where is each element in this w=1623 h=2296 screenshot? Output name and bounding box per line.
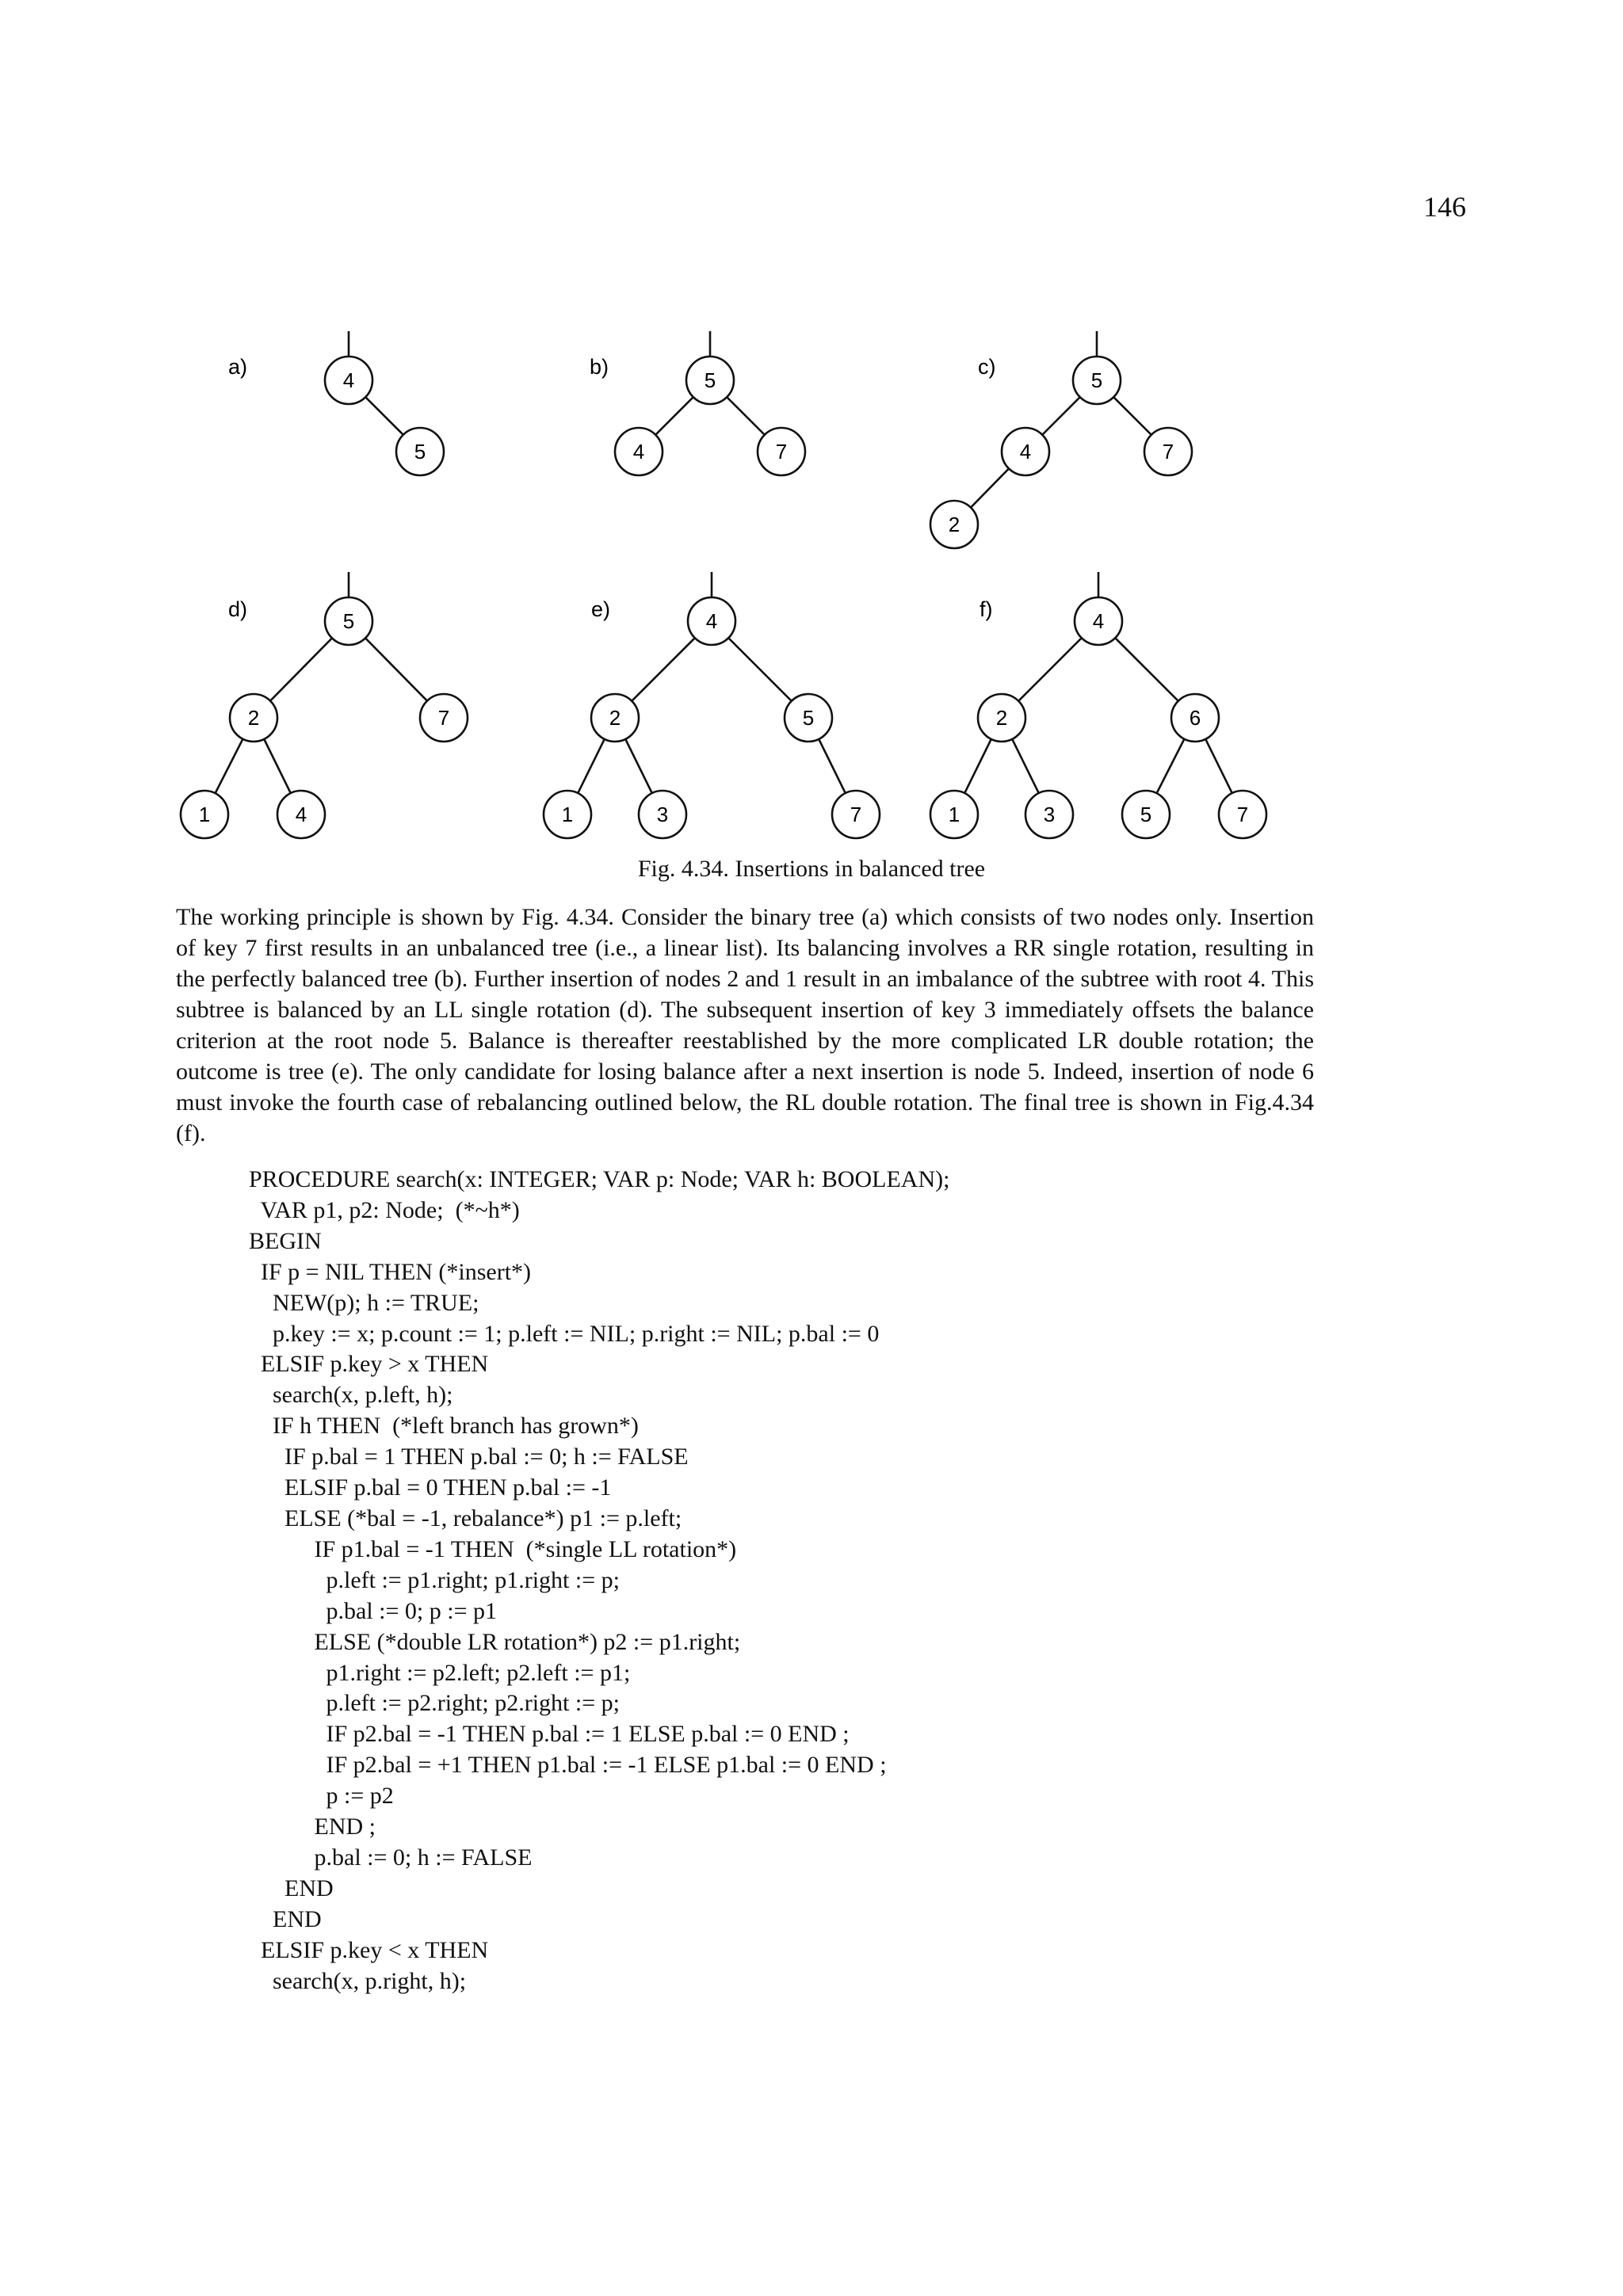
node-key: 5 — [802, 706, 815, 730]
tree-node — [1002, 428, 1049, 475]
node-key: 4 — [342, 368, 355, 392]
tree-node — [325, 357, 372, 404]
tree-panel-a — [228, 331, 444, 475]
tree-node — [420, 694, 468, 742]
node-key: 7 — [775, 440, 788, 463]
tree-panel-c — [930, 331, 1192, 548]
code-listing: PROCEDURE search(x: INTEGER; VAR p: Node; VAR h: BOOLEAN); VAR p1, p2: Node; (*~h*) BEGIN IF p = NIL THEN (*insert*) NEW(p); h := TRUE; p.key := x; p.count := 1; p.left := NIL; p.right := NIL; p.bal := 0 ELSIF p.key > x THEN search(x, p.left, h); IF h THEN (*left branch has grown*) IF p.bal = 1 THEN p.bal := 0; h := FALSE ELSIF p.bal = 0 THEN p.bal := -1 ELSE (*bal = -1, rebalance*) p1 := p.left; IF p1.bal = -1 THEN (*single LL rotation*) p.left := p1.right; p1.right := p; p.bal := 0; p := p1 ELSE (*double LR rotation*) p2 := p1.right; p1.right := p2.left; p2.left := p1; p.left := p2.right; p2.right := p; IF p2.bal = -1 THEN p.bal := 1 ELSE p.bal := 0 END ; IF p2.bal = +1 THEN p1.bal := -1 ELSE p1.bal := 0 END ; p := p2 END ; p.bal := 0; h := FALSE END END ELSIF p.key < x THEN search(x, p.right, h); — [249, 1166, 950, 1994]
node-key: 1 — [198, 803, 211, 826]
tree-node — [930, 791, 978, 838]
node-key: 4 — [632, 440, 645, 463]
tree-node — [325, 597, 372, 645]
tree-node — [978, 694, 1025, 742]
node-key: 6 — [1189, 706, 1201, 730]
tree-node — [1219, 791, 1266, 838]
panel-label: d) — [228, 597, 248, 621]
node-key: 1 — [948, 803, 960, 826]
node-key: 2 — [609, 706, 621, 730]
node-key: 7 — [1236, 803, 1249, 826]
node-key: 5 — [704, 368, 716, 392]
tree-node — [1122, 791, 1170, 838]
node-key: 2 — [995, 706, 1008, 730]
tree-node — [1075, 597, 1122, 645]
node-key: 4 — [1092, 609, 1105, 633]
node-key: 2 — [948, 513, 960, 536]
balanced-tree-insertion-figure — [0, 0, 1623, 848]
tree-node — [686, 357, 734, 404]
page-number: 146 — [1423, 191, 1466, 223]
tree-node — [785, 694, 832, 742]
panel-label: c) — [978, 355, 996, 379]
tree-node — [181, 791, 228, 838]
body-paragraph: The working principle is shown by Fig. 4.34. Consider the binary tree (a) which consists of two nodes only. Insertion of key 7 first results in an unbalanced tree (i.e., a linear list). Its balancing involves a RR single rotation, resulting in the perfectly balanced tree (b). Further insertion of nodes 2 and 1 result in an imbalance of the subtree with root 4. This subtree is balanced by an LL single rotation (d). The subsequent insertion of key 3 immediately offsets the balance criterion at the root node 5. Balance is thereafter reestablished by the more complicated LR double rotation; the outcome is tree (e). The only candidate for losing balance after a next insertion is node 5. Indeed, insertion of node 6 must invoke the fourth case of rebalancing outlined below, the RL double rotation. The final tree is shown in Fig.4.34 (f). — [176, 904, 1314, 1146]
panel-label: a) — [228, 355, 248, 379]
node-key: 5 — [414, 440, 426, 463]
tree-node — [1171, 694, 1219, 742]
tree-node — [930, 501, 978, 548]
node-key: 3 — [656, 803, 669, 826]
tree-node — [688, 597, 735, 645]
node-key: 4 — [1019, 440, 1032, 463]
tree-node — [277, 791, 325, 838]
tree-node — [591, 694, 639, 742]
tree-node — [1144, 428, 1192, 475]
tree-node — [1025, 791, 1073, 838]
tree-node — [1073, 357, 1121, 404]
tree-panel-e — [544, 572, 880, 838]
node-key: 5 — [342, 609, 355, 633]
node-key: 5 — [1140, 803, 1152, 826]
node-key: 4 — [705, 609, 718, 633]
tree-node — [832, 791, 880, 838]
node-key: 5 — [1090, 368, 1103, 392]
tree-panel-f — [930, 572, 1266, 838]
panel-label: e) — [591, 597, 611, 621]
panel-label: b) — [590, 355, 609, 379]
tree-panel-b — [590, 331, 805, 475]
tree-node — [544, 791, 591, 838]
tree-node — [758, 428, 805, 475]
figure-caption: Fig. 4.34. Insertions in balanced tree — [637, 856, 986, 882]
tree-panel-d — [181, 572, 468, 838]
node-key: 7 — [437, 706, 450, 730]
node-key: 1 — [561, 803, 574, 826]
node-key: 4 — [295, 803, 307, 826]
node-key: 7 — [1162, 440, 1174, 463]
node-key: 2 — [247, 706, 260, 730]
node-key: 7 — [850, 803, 862, 826]
tree-node — [639, 791, 686, 838]
node-key: 3 — [1043, 803, 1056, 826]
panel-label: f) — [980, 597, 993, 621]
tree-node — [396, 428, 444, 475]
tree-node — [230, 694, 277, 742]
tree-node — [615, 428, 663, 475]
